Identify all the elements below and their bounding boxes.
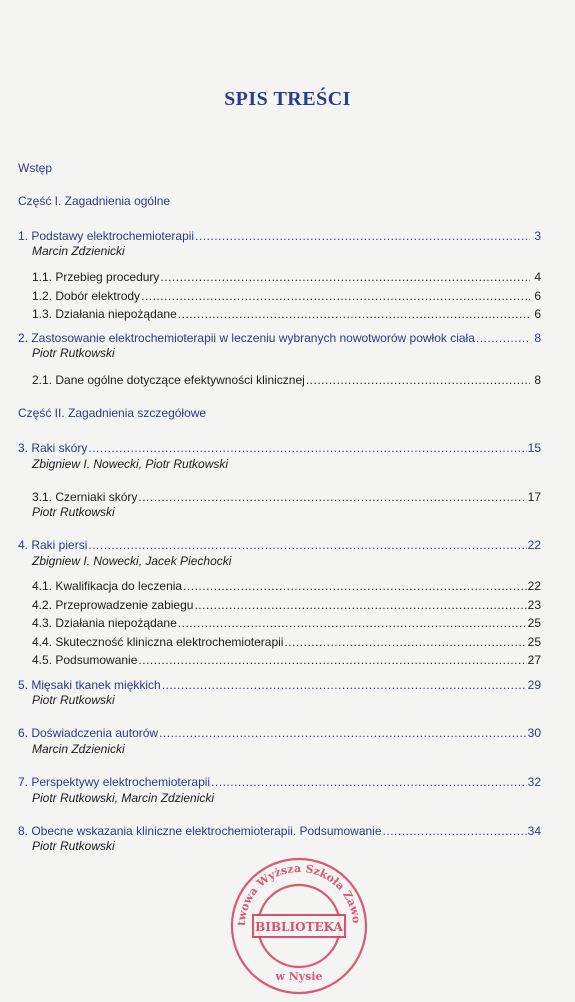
- toc-entry-7[interactable]: 7. Perspektywy elektrochemioterapii ..... 32: [0, 774, 541, 790]
- toc-entry-4-5[interactable]: 4.5. Podsumowanie ..... 27: [0, 652, 541, 668]
- stamp-seal: [228, 855, 370, 997]
- toc-entry-4-2[interactable]: 4.2. Przeprowadzenie zabiegu ..... 23: [0, 597, 541, 613]
- toc-entry-3-1[interactable]: 3.1. Czerniaki skóry ..... 17: [0, 489, 541, 505]
- toc-entry-8[interactable]: 8. Obecne wskazania kliniczne elektrochemioterapii. Podsumowanie ..... 34: [0, 823, 541, 839]
- toc-entry-3-1-author: Piotr Rutkowski: [32, 505, 115, 519]
- toc-entry-1-1[interactable]: 1.1. Przebieg procedury ..... 4: [0, 269, 541, 285]
- toc-entry-1-author: Marcin Zdzienicki: [32, 244, 125, 258]
- page-title: SPIS TREŚCI: [224, 88, 351, 110]
- stamp-center-text: BIBLIOTEKA: [255, 920, 343, 934]
- stamp-bottom-text: w Nysie: [275, 970, 323, 983]
- toc-entry-4-author: Zbigniew I. Nowecki, Jacek Piechocki: [32, 554, 232, 568]
- toc-entry-4-1[interactable]: 4.1. Kwalifikacja do leczenia ..... 22: [0, 578, 541, 594]
- toc-entry-2[interactable]: 2. Zastosowanie elektrochemioterapii w leczeniu wybranych nowotworów powłok ciała ..... 8: [0, 330, 541, 346]
- toc-entry-1[interactable]: 1. Podstawy elektrochemioterapii ..... 3: [0, 228, 541, 244]
- toc-entry-5[interactable]: 5. Mięsaki tkanek miękkich ..... 29: [0, 677, 541, 693]
- library-stamp: [228, 855, 370, 997]
- stamp-outer-text: twowa Wyższa Szkoła Zawo: [234, 861, 364, 927]
- toc-entry-1-3[interactable]: 1.3. Działania niepożądane ..... 6: [0, 306, 541, 322]
- toc-intro[interactable]: Wstęp: [18, 161, 53, 175]
- toc-entry-2-1[interactable]: 2.1. Dane ogólne dotyczące efektywności klinicznej ..... 8: [0, 372, 541, 388]
- toc-entry-3-author: Zbigniew I. Nowecki, Piotr Rutkowski: [32, 457, 229, 471]
- toc-entry-1-2[interactable]: 1.2. Dobór elektrody ..... 6: [0, 288, 541, 304]
- toc-entry-5-author: Piotr Rutkowski: [32, 693, 115, 707]
- toc-entry-7-author: Piotr Rutkowski, Marcin Zdzienicki: [32, 791, 215, 805]
- toc-part-2[interactable]: Część II. Zagadnienia szczegółowe: [18, 406, 207, 420]
- toc-entry-8-author: Piotr Rutkowski: [32, 839, 115, 853]
- toc-part-1[interactable]: Część I. Zagadnienia ogólne: [18, 194, 171, 208]
- toc-entry-2-author: Piotr Rutkowski: [32, 346, 115, 360]
- toc-entry-4[interactable]: 4. Raki piersi ..... 22: [0, 537, 541, 553]
- toc-entry-6[interactable]: 6. Doświadczenia autorów ..... 30: [0, 725, 541, 741]
- toc-entry-6-author: Marcin Zdzienicki: [32, 742, 125, 756]
- toc-entry-4-3[interactable]: 4.3. Działania niepożądane ..... 25: [0, 615, 541, 631]
- toc-entry-3[interactable]: 3. Raki skóry ..... 15: [0, 440, 541, 456]
- toc-entry-4-4[interactable]: 4.4. Skuteczność kliniczna elektrochemioterapii ..... 25: [0, 634, 541, 650]
